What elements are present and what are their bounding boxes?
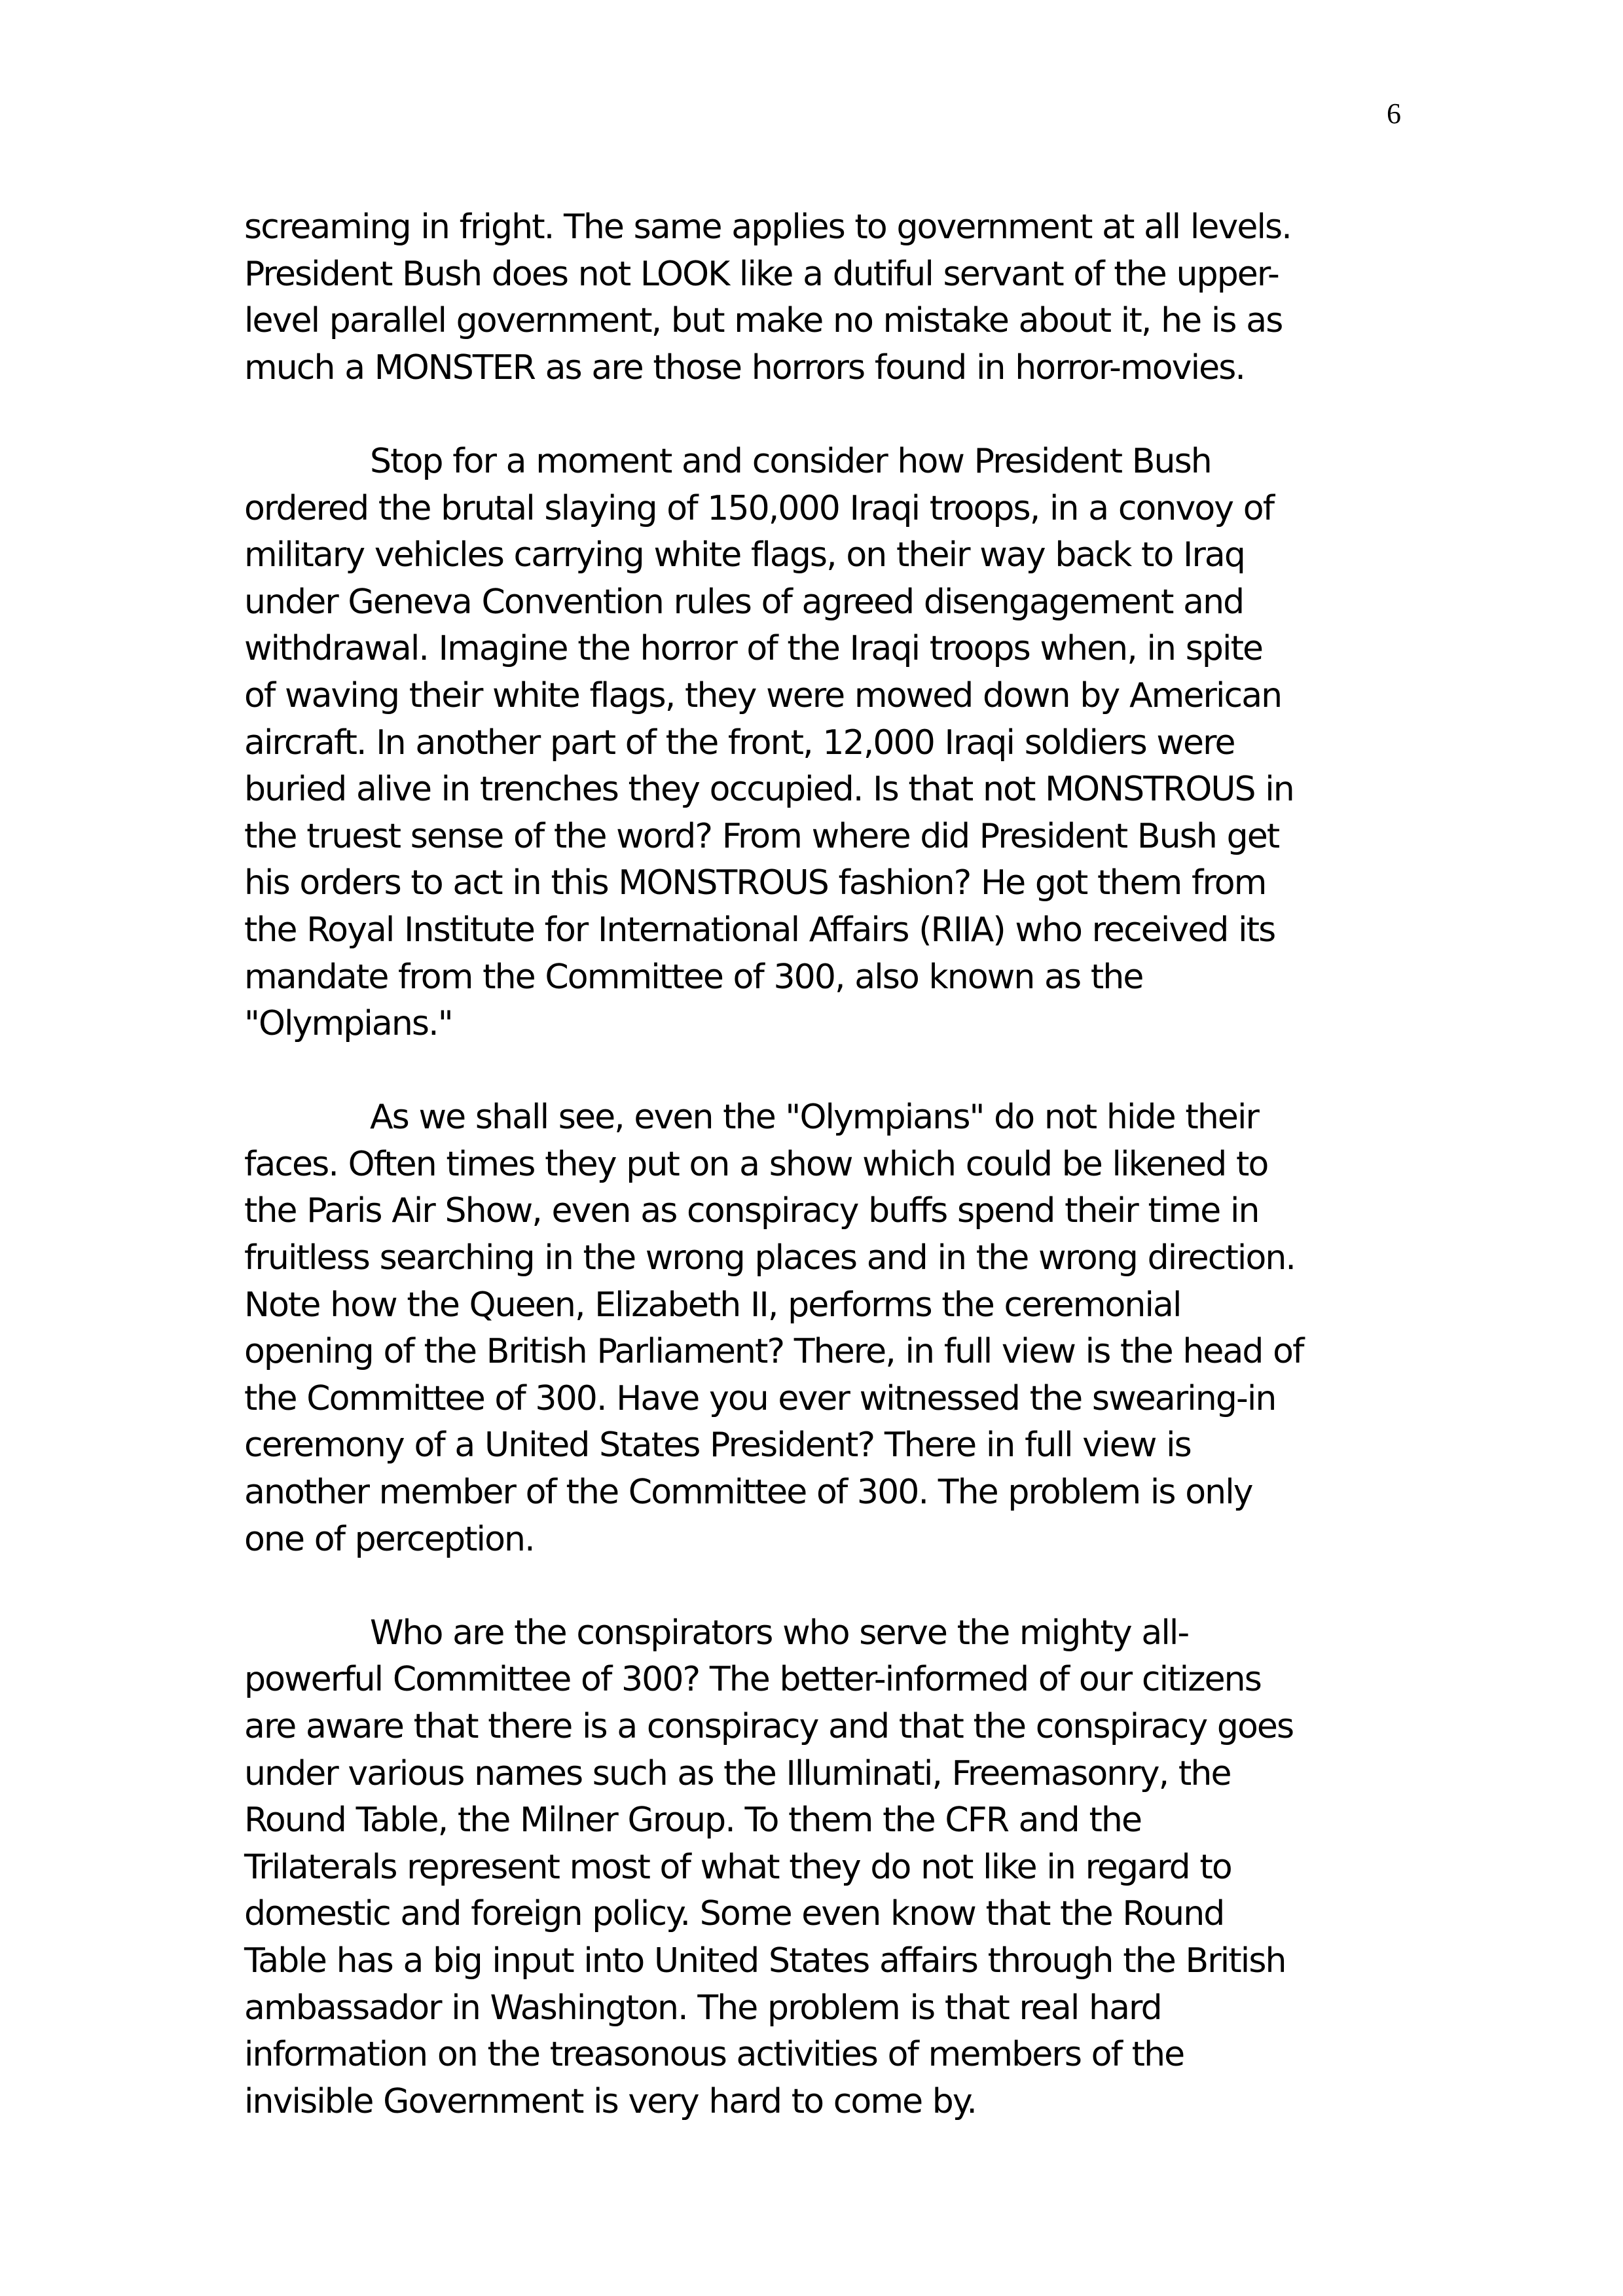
text-line: mandate from the Committee of 300, also known as the <box>244 957 1143 997</box>
text-line: invisible Government is very hard to come by. <box>244 2081 977 2121</box>
text-line: under Geneva Convention rules of agreed disengagement and <box>244 582 1244 622</box>
document-body <box>244 204 1403 2172</box>
text-line: powerful Committee of 300? The better-informed of our citizens <box>244 1660 1261 1700</box>
paragraph-3 <box>244 1094 1403 1563</box>
text-line: of waving their white flags, they were mowed down by American <box>244 675 1282 715</box>
text-line: Who are the conspirators who serve the mighty all- <box>370 1613 1189 1653</box>
text-line: another member of the Committee of 300. The problem is only <box>244 1473 1252 1513</box>
text-line: faces. Often times they put on a show which could be likened to <box>244 1144 1268 1184</box>
text-line: level parallel government, but make no mistake about it, he is as <box>244 301 1283 341</box>
text-line: ambassador in Washington. The problem is that real hard <box>244 1988 1161 2028</box>
paragraph-4 <box>244 1610 1403 2126</box>
text-line: his orders to act in this MONSTROUS fashion? He got them from <box>244 863 1266 903</box>
paragraph-2 <box>244 439 1403 1048</box>
text-line: military vehicles carrying white flags, on their way back to Iraq <box>244 535 1245 575</box>
text-line: Table has a big input into United States affairs through the British <box>244 1941 1286 1981</box>
text-line: "Olympians." <box>244 1004 452 1044</box>
text-line: Note how the Queen, Elizabeth II, performs the ceremonial <box>244 1285 1181 1325</box>
text-line: Stop for a moment and consider how President Bush <box>370 441 1211 481</box>
text-line: domestic and foreign policy. Some even know that the Round <box>244 1894 1224 1934</box>
text-line: much a MONSTER as are those horrors found in horror-movies. <box>244 348 1245 387</box>
text-line: buried alive in trenches they occupied. Is that not MONSTROUS in <box>244 770 1294 810</box>
text-line: ordered the brutal slaying of 150,000 Iraqi troops, in a convoy of <box>244 488 1274 528</box>
text-line: screaming in fright. The same applies to government at all levels. <box>244 207 1291 247</box>
text-line: ceremony of a United States President? There in full view is <box>244 1426 1191 1465</box>
text-line: the truest sense of the word? From where did President Bush get <box>244 816 1279 856</box>
text-line: As we shall see, even the "Olympians" do not hide their <box>370 1098 1259 1138</box>
text-line: President Bush does not LOOK like a dutiful servant of the upper- <box>244 254 1279 294</box>
text-line: fruitless searching in the wrong places and in the wrong direction. <box>244 1238 1296 1278</box>
text-line: the Committee of 300. Have you ever witnessed the swearing-in <box>244 1378 1276 1418</box>
text-line: Round Table, the Milner Group. To them the CFR and the <box>244 1801 1142 1840</box>
text-line: information on the treasonous activities of members of the <box>244 2035 1184 2075</box>
text-line: are aware that there is a conspiracy and that the conspiracy goes <box>244 1707 1294 1746</box>
text-line: withdrawal. Imagine the horror of the Iraqi troops when, in spite <box>244 629 1263 669</box>
text-line: Trilaterals represent most of what they do not like in regard to <box>244 1847 1231 1887</box>
text-line: aircraft. In another part of the front, 12,000 Iraqi soldiers were <box>244 723 1235 762</box>
text-line: the Paris Air Show, even as conspiracy buffs spend their time in <box>244 1191 1259 1231</box>
text-line: the Royal Institute for International Affairs (RIIA) who received its <box>244 910 1275 950</box>
page-number: 6 <box>1387 98 1401 130</box>
text-line: one of perception. <box>244 1519 534 1559</box>
paragraph-1 <box>244 204 1403 391</box>
text-line: opening of the British Parliament? There, in full view is the head of <box>244 1332 1304 1372</box>
text-line: under various names such as the Illuminati, Freemasonry, the <box>244 1753 1231 1793</box>
